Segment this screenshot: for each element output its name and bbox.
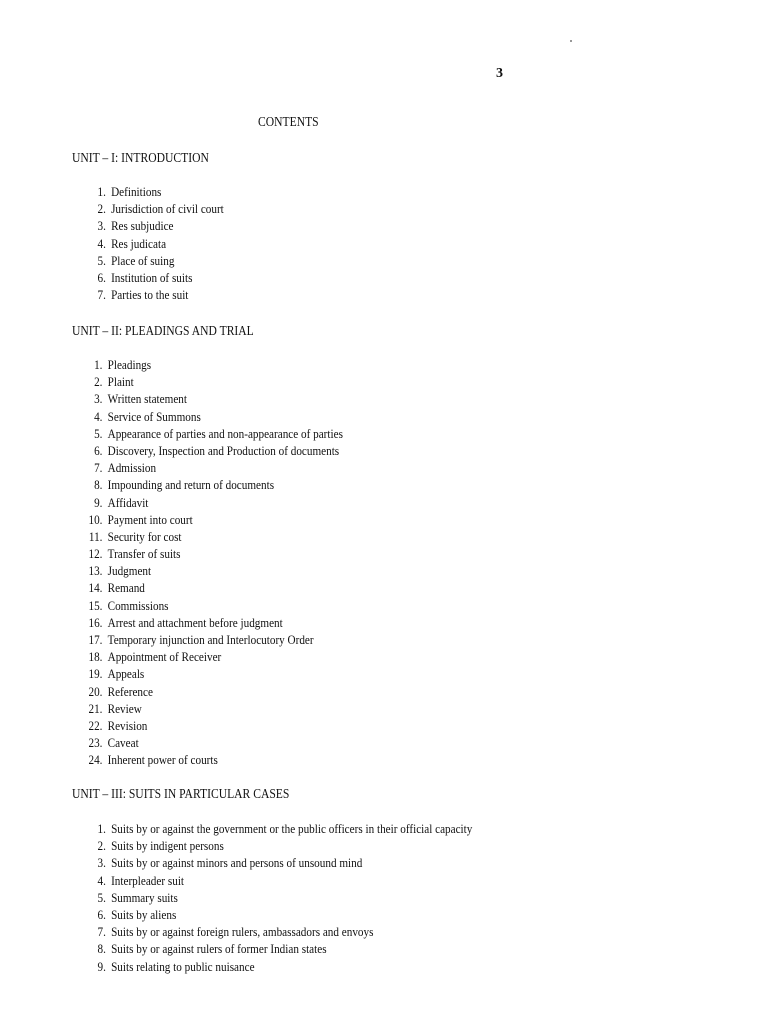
contents-item <box>87 717 343 734</box>
item-text: Caveat <box>107 735 139 751</box>
item-text: Suits by or against minors and persons of unsound mind <box>111 855 363 871</box>
item-number: 21. <box>88 700 103 716</box>
unit-section-1 <box>72 149 231 303</box>
item-number: 7. <box>97 287 106 303</box>
contents-item <box>87 940 472 957</box>
contents-item <box>87 252 224 269</box>
item-number: 7. <box>94 460 103 476</box>
item-number: 6. <box>97 269 106 285</box>
item-number: 5. <box>97 252 106 268</box>
contents-item <box>87 356 343 373</box>
contents-item <box>87 511 343 528</box>
item-number: 16. <box>88 614 103 630</box>
contents-item <box>87 854 472 871</box>
item-number: 4. <box>94 408 103 424</box>
item-text: Institution of suits <box>111 269 193 285</box>
item-text: Transfer of suits <box>107 546 181 562</box>
unit-section-3 <box>72 785 473 974</box>
contents-title: CONTENTS <box>258 114 319 129</box>
page-number: 3 <box>496 66 503 81</box>
item-number: 6. <box>94 442 103 458</box>
item-text: Appeals <box>107 666 145 682</box>
scan-speck <box>570 40 572 42</box>
item-number: 19. <box>88 666 103 682</box>
item-number: 2. <box>97 838 106 854</box>
item-number: 12. <box>88 546 103 562</box>
item-text: Res judicata <box>111 235 167 251</box>
item-text: Suits by indigent persons <box>111 838 224 854</box>
item-number: 7. <box>97 924 106 940</box>
item-text: Inherent power of courts <box>107 752 218 768</box>
item-number: 6. <box>97 906 106 922</box>
contents-item <box>87 494 343 511</box>
item-number: 24. <box>88 752 103 768</box>
contents-item <box>87 683 343 700</box>
contents-item <box>87 390 343 407</box>
item-text: Commissions <box>107 597 169 613</box>
item-text: Suits by or against foreign rulers, ambassadors and envoys <box>111 924 374 940</box>
item-text: Suits by or against the government or the public officers in their official capacity <box>111 821 473 836</box>
contents-item <box>87 373 343 390</box>
item-number: 2. <box>97 201 106 217</box>
item-text: Temporary injunction and Interlocutory Order <box>107 632 314 647</box>
item-text: Plaint <box>107 374 134 390</box>
item-number: 18. <box>88 649 103 665</box>
item-number: 5. <box>97 889 106 905</box>
contents-item <box>87 837 472 854</box>
contents-item <box>87 820 472 837</box>
item-text: Suits by or against rulers of former Indian states <box>111 941 327 957</box>
contents-item <box>87 442 343 459</box>
item-number: 3. <box>94 391 103 407</box>
item-number: 5. <box>94 425 103 441</box>
unit-section-2 <box>72 322 343 768</box>
unit-item-list <box>87 820 535 975</box>
contents-item <box>87 545 343 562</box>
contents-item <box>87 408 343 425</box>
item-number: 10. <box>88 511 103 527</box>
contents-item <box>87 235 224 252</box>
contents-item <box>87 562 343 579</box>
unit-item-list <box>87 356 385 769</box>
item-number: 9. <box>97 958 106 974</box>
item-text: Judgment <box>107 563 152 579</box>
item-text: Place of suing <box>111 252 175 268</box>
contents-item <box>87 269 224 286</box>
item-number: 1. <box>97 184 106 199</box>
item-text: Service of Summons <box>107 408 201 424</box>
contents-item <box>87 700 343 717</box>
item-number: 4. <box>97 235 106 251</box>
contents-item <box>87 872 472 889</box>
item-text: Interpleader suit <box>111 872 185 888</box>
item-number: 2. <box>94 374 103 390</box>
item-number: 13. <box>88 563 103 579</box>
contents-item <box>87 425 343 442</box>
item-number: 23. <box>88 735 103 751</box>
contents-item <box>87 217 224 234</box>
contents-item <box>87 734 343 751</box>
item-text: Written statement <box>107 391 187 407</box>
contents-item <box>87 459 343 476</box>
item-text: Review <box>107 700 142 716</box>
unit-heading: UNIT – III: SUITS IN PARTICULAR CASES <box>72 786 290 801</box>
contents-item <box>87 528 343 545</box>
item-number: 22. <box>88 717 103 733</box>
item-text: Pleadings <box>107 357 152 372</box>
item-number: 3. <box>97 855 106 871</box>
contents-item <box>87 923 472 940</box>
unit-heading: UNIT – I: INTRODUCTION <box>72 150 209 165</box>
item-text: Definitions <box>111 184 162 199</box>
item-number: 1. <box>97 821 106 836</box>
contents-item <box>87 751 343 768</box>
item-text: Discovery, Inspection and Production of documents <box>107 442 340 458</box>
contents-item <box>87 648 343 665</box>
contents-item <box>87 476 343 493</box>
contents-item <box>87 597 343 614</box>
item-text: Payment into court <box>107 511 193 527</box>
item-number: 17. <box>88 632 103 647</box>
item-text: Affidavit <box>107 494 149 510</box>
item-number: 3. <box>97 218 106 234</box>
item-text: Parties to the suit <box>111 287 189 303</box>
contents-item <box>87 614 343 631</box>
contents-item <box>87 200 224 217</box>
item-text: Appearance of parties and non-appearance of parties <box>107 425 343 441</box>
item-text: Revision <box>107 717 148 733</box>
item-number: 15. <box>88 597 103 613</box>
item-number: 4. <box>97 872 106 888</box>
contents-item <box>87 906 472 923</box>
item-text: Jurisdiction of civil court <box>111 201 224 217</box>
item-text: Reference <box>107 683 153 699</box>
item-number: 9. <box>94 494 103 510</box>
item-text: Impounding and return of documents <box>107 477 275 493</box>
item-text: Suits by aliens <box>111 906 177 922</box>
contents-item <box>87 889 472 906</box>
unit-item-list <box>87 183 246 303</box>
item-text: Suits relating to public nuisance <box>111 958 255 974</box>
item-number: 11. <box>88 528 103 544</box>
contents-item <box>87 631 343 648</box>
contents-item <box>87 579 343 596</box>
item-number: 1. <box>94 357 103 372</box>
item-number: 20. <box>88 683 103 699</box>
contents-item <box>87 665 343 682</box>
item-text: Admission <box>107 460 157 476</box>
item-number: 14. <box>88 580 103 596</box>
item-text: Appointment of Receiver <box>107 649 222 665</box>
item-text: Security for cost <box>107 528 182 544</box>
item-number: 8. <box>97 941 106 957</box>
item-text: Res subjudice <box>111 218 174 234</box>
item-number: 8. <box>94 477 103 493</box>
item-text: Arrest and attachment before judgment <box>107 614 283 630</box>
contents-item <box>87 286 224 303</box>
item-text: Summary suits <box>111 889 178 905</box>
contents-item <box>87 183 224 200</box>
unit-heading: UNIT – II: PLEADINGS AND TRIAL <box>72 323 254 338</box>
item-text: Remand <box>107 580 145 596</box>
contents-item <box>87 958 472 975</box>
